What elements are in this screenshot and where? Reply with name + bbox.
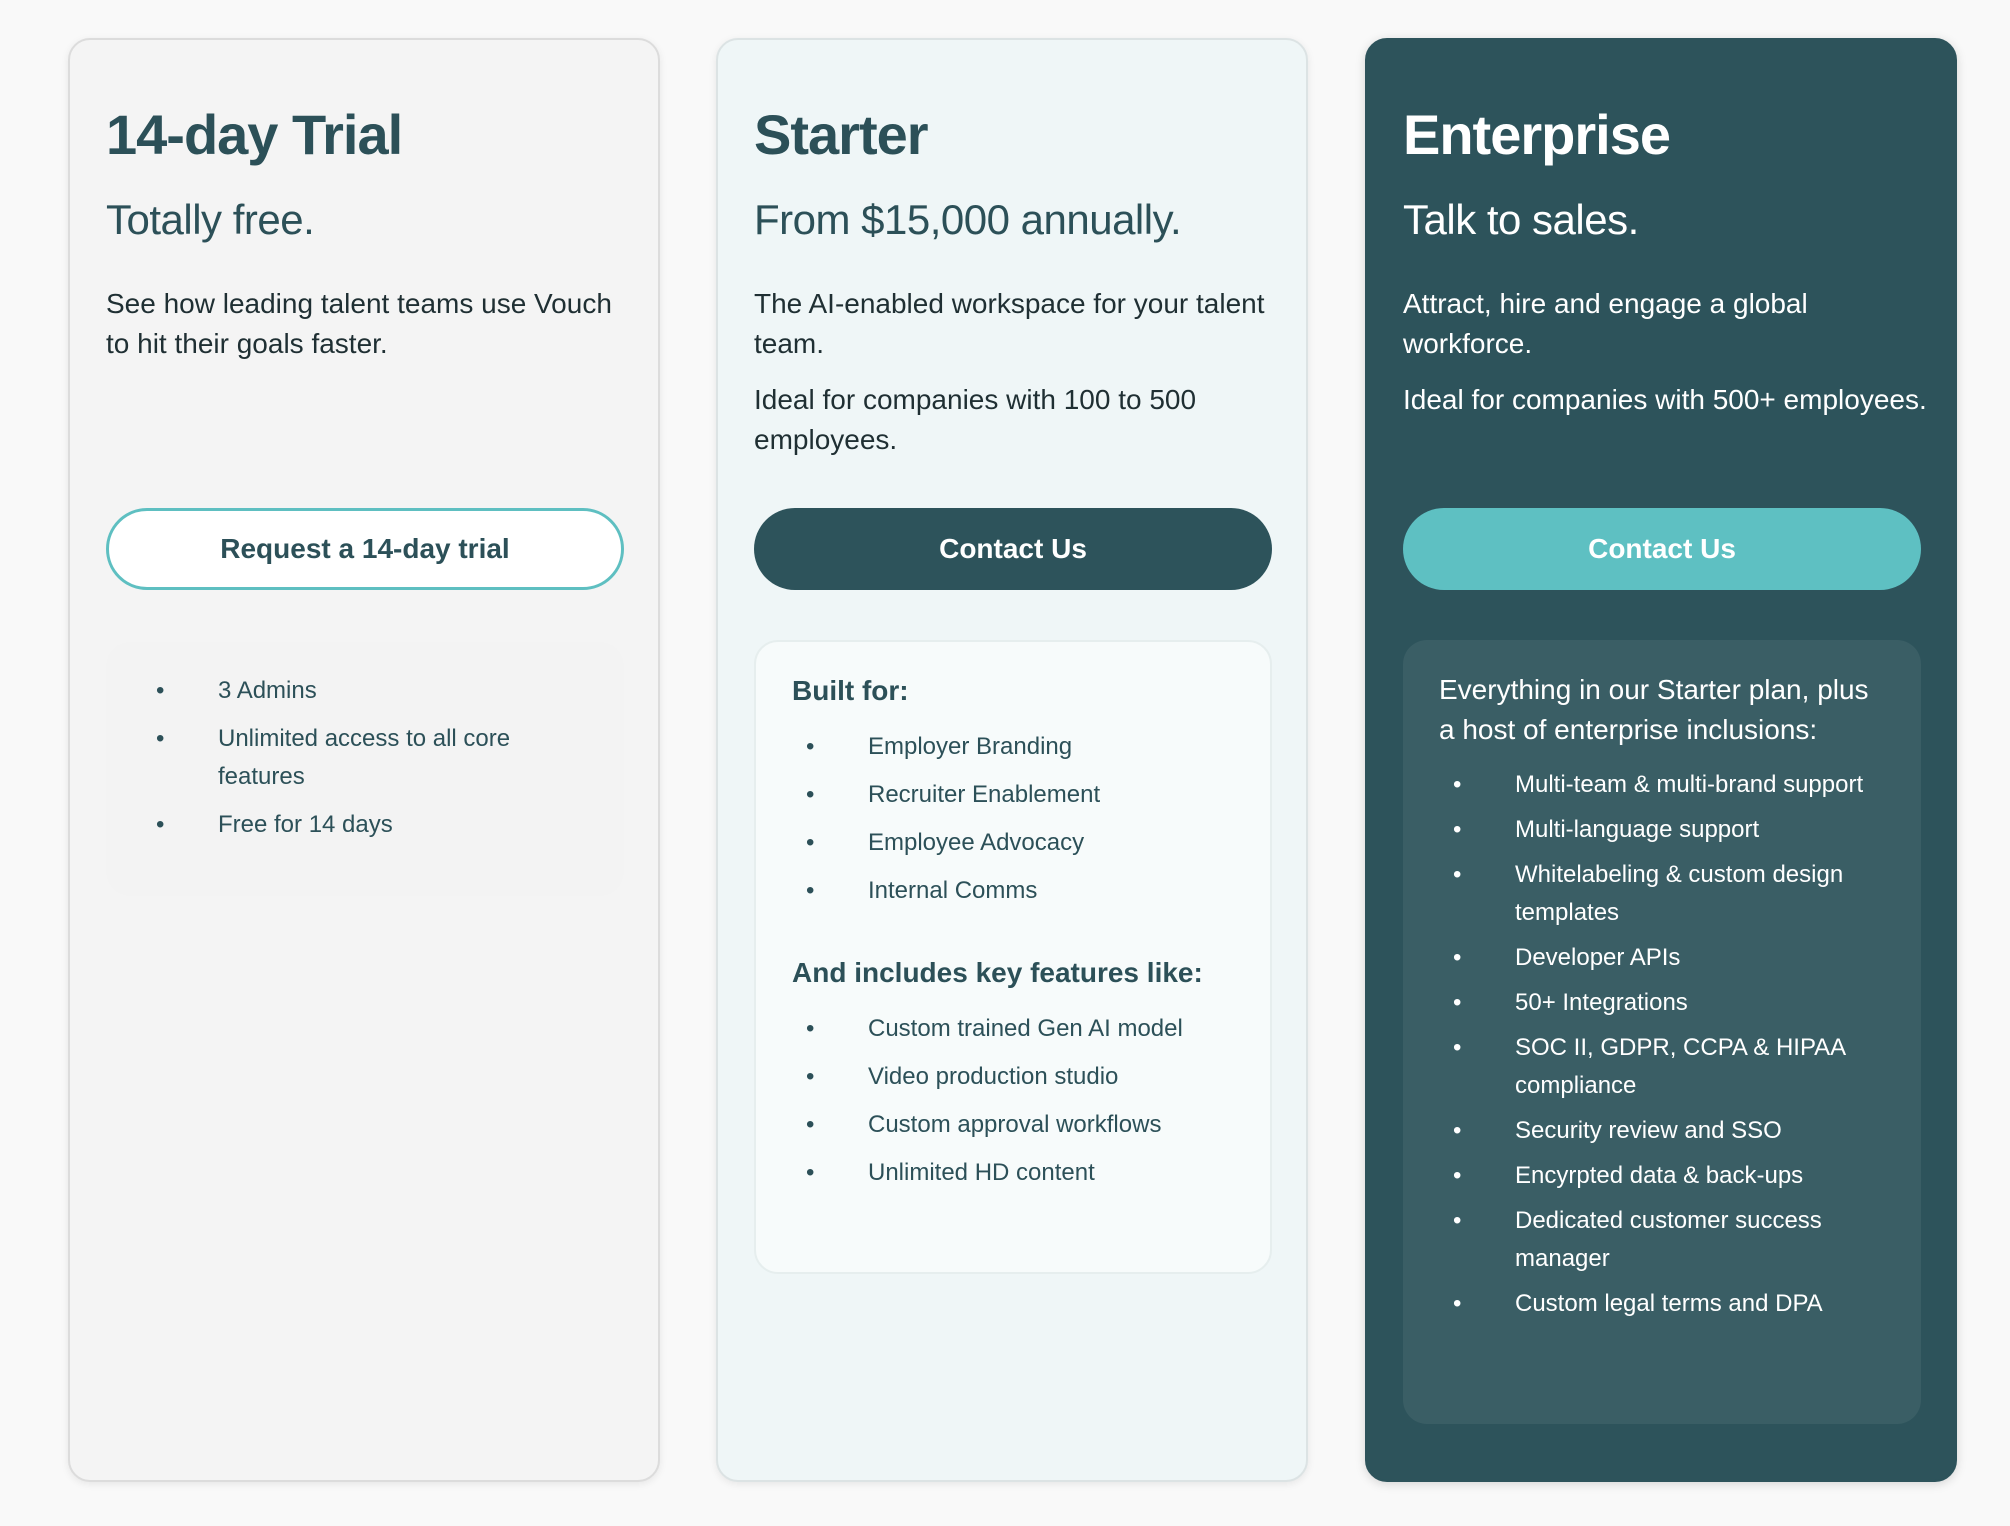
plan-ideal-for: Ideal for companies with 100 to 500 employees.: [754, 384, 1197, 455]
built-for-heading: Built for:: [792, 675, 909, 706]
list-item: • Recruiter Enablement: [792, 776, 1234, 814]
key-features-list: [792, 1010, 1234, 1192]
plan-name: Starter: [754, 103, 928, 166]
plan-price: Totally free.: [106, 196, 315, 243]
list-item: • Video production studio: [792, 1058, 1234, 1096]
list-item: • Developer APIs: [1439, 939, 1885, 977]
list-item: • 50+ Integrations: [1439, 984, 1885, 1022]
plan-card-trial: [68, 38, 660, 1482]
list-item: • Free for 14 days: [142, 806, 588, 844]
plan-card-enterprise: [1365, 38, 1957, 1482]
list-item: • Multi-team & multi-brand support: [1439, 766, 1885, 804]
list-item: • Whitelabeling & custom design templates: [1439, 856, 1885, 932]
plan-card-starter: [716, 38, 1308, 1482]
feature-panel: [754, 640, 1272, 1274]
list-item: • Unlimited HD content: [792, 1154, 1234, 1192]
list-item: • 3 Admins: [142, 672, 588, 710]
request-trial-button[interactable]: Request a 14-day trial: [106, 508, 624, 590]
list-item: • Encyrpted data & back-ups: [1439, 1157, 1885, 1195]
plan-name: 14-day Trial: [106, 103, 403, 166]
plan-description: See how leading talent teams use Vouch to hit their goals faster.: [106, 288, 612, 359]
plan-description: The AI-enabled workspace for your talent team.: [754, 288, 1265, 359]
list-item: • SOC II, GDPR, CCPA & HIPAA compliance: [1439, 1029, 1885, 1105]
enterprise-feature-list: [1439, 766, 1885, 1323]
feature-list: [142, 672, 588, 844]
contact-us-button[interactable]: Contact Us: [754, 508, 1272, 590]
plan-price: Talk to sales.: [1403, 196, 1639, 243]
list-item: • Dedicated customer success manager: [1439, 1202, 1885, 1278]
list-item: • Employee Advocacy: [792, 824, 1234, 862]
enterprise-intro: Everything in our Starter plan, plus a host of enterprise inclusions:: [1439, 674, 1869, 745]
built-for-list: [792, 728, 1234, 910]
list-item: • Security review and SSO: [1439, 1112, 1885, 1150]
list-item: • Internal Comms: [792, 872, 1234, 910]
feature-panel: [1403, 640, 1921, 1424]
list-item: • Employer Branding: [792, 728, 1234, 766]
plan-price: From $15,000 annually.: [754, 196, 1182, 243]
list-item: • Multi-language support: [1439, 811, 1885, 849]
contact-us-button[interactable]: Contact Us: [1403, 508, 1921, 590]
list-item: • Custom trained Gen AI model: [792, 1010, 1234, 1048]
plan-ideal-for: Ideal for companies with 500+ employees.: [1403, 384, 1927, 415]
list-item: • Custom legal terms and DPA: [1439, 1285, 1885, 1323]
list-item: • Custom approval workflows: [792, 1106, 1234, 1144]
list-item: • Unlimited access to all core features: [142, 720, 588, 796]
feature-panel: [106, 642, 624, 896]
plan-name: Enterprise: [1403, 103, 1670, 166]
key-features-heading: And includes key features like:: [792, 957, 1203, 988]
plan-description: Attract, hire and engage a global workforce.: [1403, 288, 1808, 359]
